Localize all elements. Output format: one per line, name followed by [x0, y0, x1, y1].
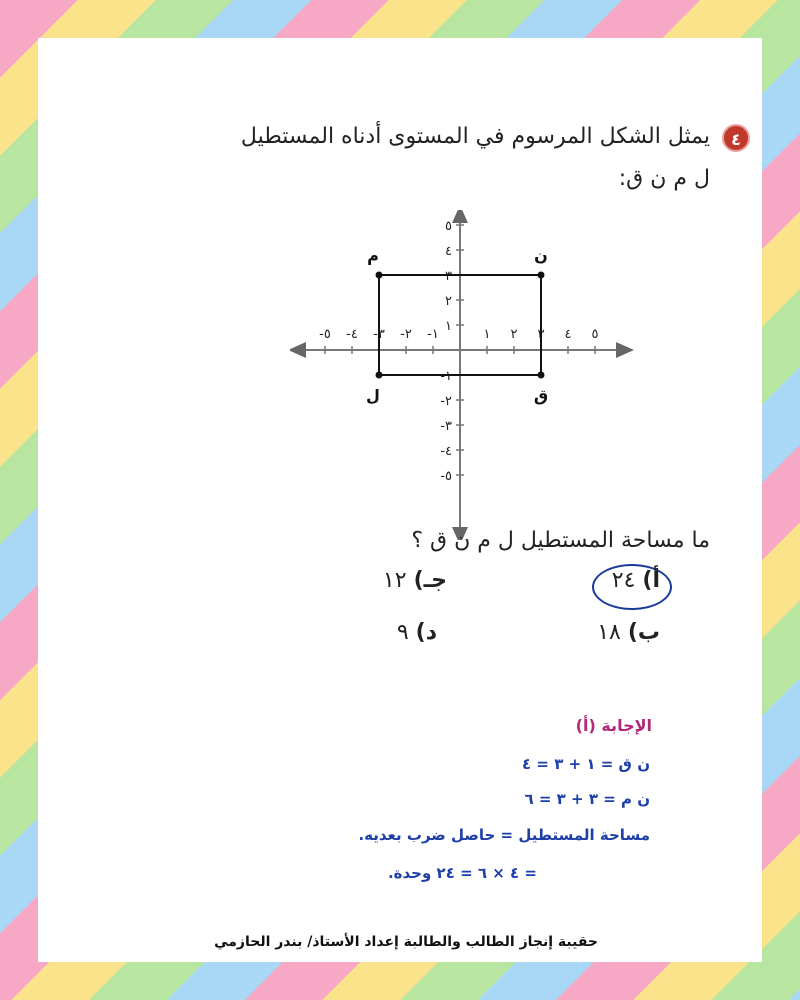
y-tick-label: ٣	[445, 269, 452, 284]
x-tick-label: ٤	[564, 327, 572, 342]
y-tick-label: ٤	[445, 244, 452, 259]
footer-credit: حقيبة إنجاز الطالب والطالبة إعداد الأستاذ/ بندر الحازمي	[214, 934, 598, 950]
vertex-lam-label: ل	[366, 386, 380, 405]
x-tick-label: ١	[483, 327, 491, 342]
x-tick-label: ٢	[510, 327, 518, 342]
worksheet-card	[38, 38, 762, 962]
choice-j-value: ١٢	[382, 568, 407, 593]
choice-j[interactable]	[383, 568, 447, 593]
y-tick-label: -٥	[440, 469, 452, 484]
vertex-qaf-dot	[538, 372, 545, 379]
solution-line3: مساحة المستطيل = حاصل ضرب بعديه.	[358, 826, 650, 844]
choice-b-value: ١٨	[597, 620, 621, 645]
x-tick-label: ٣	[537, 327, 545, 342]
x-tick-label: -٢	[400, 327, 412, 342]
vertex-lam-dot	[376, 372, 383, 379]
choice-j-letter: جـ)	[413, 568, 447, 593]
vertex-mim-label: م	[367, 246, 379, 265]
y-tick-label: -٢	[440, 394, 452, 409]
question-number-badge: ٤	[722, 124, 750, 152]
vertex-qaf-label: ق	[533, 386, 549, 405]
area-question: ما مساحة المستطيل ل م ن ق ؟	[411, 528, 710, 553]
choice-d-value: ٩	[396, 620, 409, 645]
solution-title: الإجابة (أ)	[575, 716, 652, 735]
x-tick-label: -٤	[346, 327, 358, 342]
y-tick-label: ٥	[445, 219, 452, 234]
solution-line4: = ٤ × ٦ = ٢٤ وحدة.	[387, 864, 537, 882]
choice-d-letter: د)	[415, 620, 437, 645]
x-tick-label: -٣	[373, 327, 385, 342]
vertex-mim-dot	[376, 272, 383, 279]
choice-a[interactable]	[612, 568, 660, 593]
choice-a-letter: أ)	[642, 568, 660, 593]
y-tick-label: -١	[440, 369, 452, 384]
x-tick-label: -١	[427, 327, 439, 342]
y-tick-label: ١	[445, 319, 452, 334]
solution-line2: ن م = ٣ + ٣ = ٦	[524, 790, 650, 808]
y-tick-label: ٢	[445, 294, 452, 309]
coordinate-plane	[290, 210, 635, 540]
x-tick-label: -٥	[319, 327, 331, 342]
solution-line1: ن ق = ١ + ٣ = ٤	[522, 755, 650, 773]
choice-b-letter: ب)	[627, 620, 660, 645]
question-text-line2: ل م ن ق:	[618, 166, 710, 191]
axis-tick-labels	[319, 219, 598, 484]
vertex-nun-dot	[538, 272, 545, 279]
choice-b[interactable]	[597, 620, 660, 645]
choice-d[interactable]	[397, 620, 437, 645]
y-tick-label: -٤	[440, 444, 452, 459]
y-tick-label: -٣	[440, 419, 452, 434]
vertex-nun-label: ن	[534, 246, 548, 265]
choice-a-value: ٢٤	[611, 568, 636, 593]
question-text-line1: يمثل الشكل المرسوم في المستوى أدناه المستطيل	[240, 124, 710, 149]
x-tick-label: ٥	[591, 327, 599, 342]
